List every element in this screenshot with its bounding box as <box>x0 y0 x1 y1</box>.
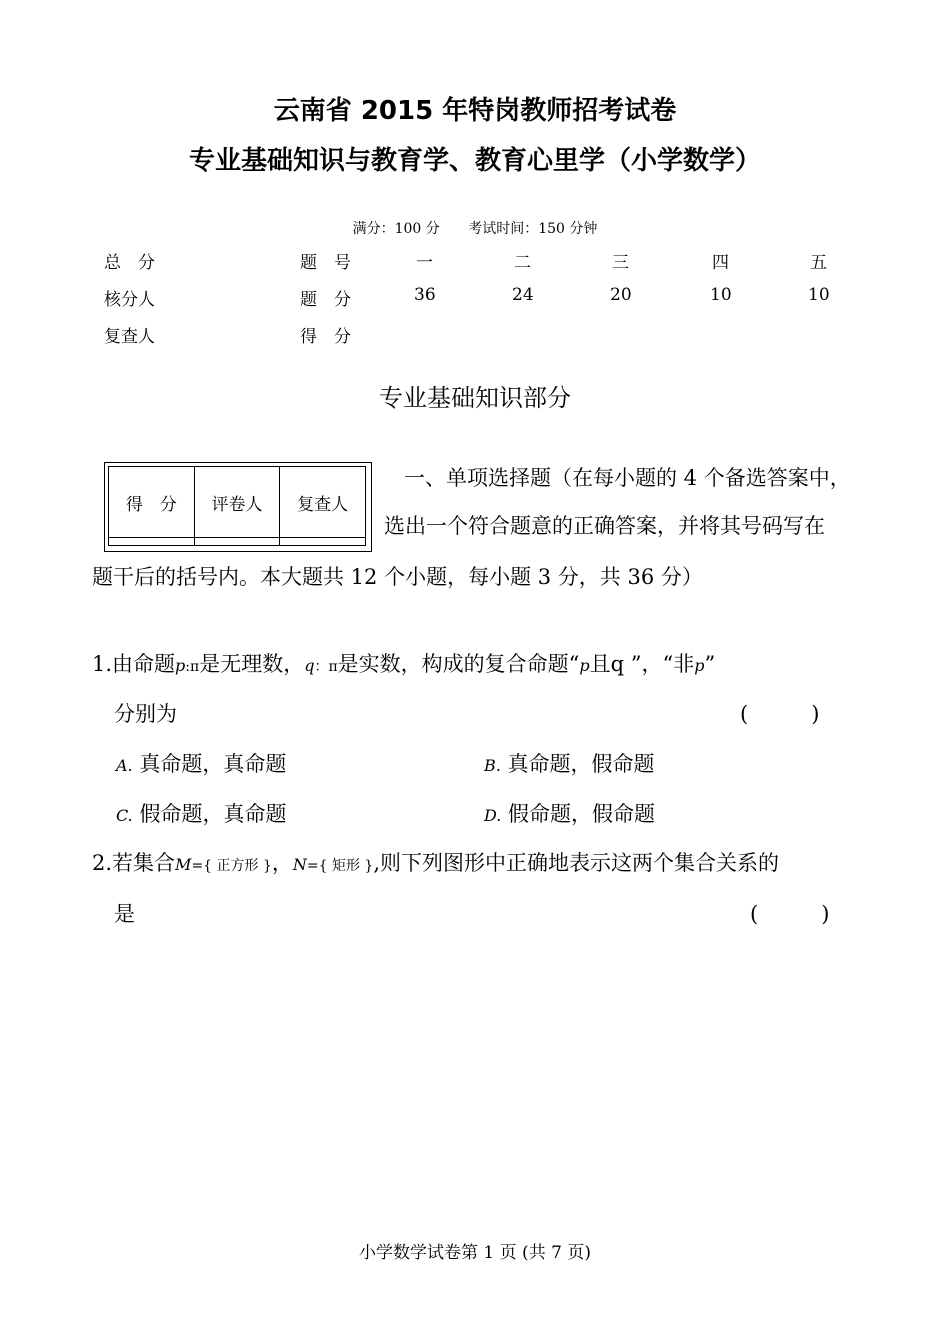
grader-header: 得 分 <box>109 467 195 538</box>
score-cell: 题 分 <box>300 290 351 310</box>
math-var: N <box>292 855 307 874</box>
math-var: π <box>190 659 200 675</box>
math-var: M <box>175 855 192 874</box>
option-text: 假命题，假命题 <box>508 802 656 826</box>
section-title: 专业基础知识部分 <box>379 384 571 412</box>
q-text: ,则下列图形中正确地表示这两个集合关系的 <box>373 851 780 875</box>
math-set: ={ 正方形 } <box>191 858 272 874</box>
question-number: 2. <box>92 851 113 875</box>
part1-heading: 一、单项选择题（在每小题的 4 个备选答案中， <box>404 466 851 490</box>
part1-text: 选出一个符合题意的正确答案，并将其号码写在 <box>384 514 825 538</box>
exam-subtitle: 专业基础知识与教育学、教育心里学（小学数学） <box>188 146 761 176</box>
q-text: ， <box>271 851 293 875</box>
exam-title: 云南省 2015 年特岗教师招考试卷 <box>273 96 677 126</box>
part1-text: 题干后的括号内。本大题共 12 个小题，每小题 3 分，共 36 分） <box>92 565 703 589</box>
score-cell: 核分人 <box>104 290 155 310</box>
question-2 <box>92 847 779 877</box>
score-cell: 36 <box>414 285 436 305</box>
score-cell: 10 <box>710 285 732 305</box>
exam-time: 考试时间：150 分钟 <box>468 221 598 237</box>
page-footer: 小学数学试卷第 1 页 (共 7 页) <box>359 1243 591 1263</box>
q-text: 是无理数， <box>199 652 305 676</box>
grader-header: 复查人 <box>280 467 366 538</box>
math-var: p <box>579 656 590 675</box>
score-cell: 四 <box>712 253 729 273</box>
score-cell: 题 号 <box>300 253 351 273</box>
question-1-cont: 分别为 <box>114 702 177 726</box>
option-text: 真命题，真命题 <box>139 752 287 776</box>
option-a <box>116 748 286 778</box>
math-var: p <box>694 656 705 675</box>
option-label: B. <box>484 756 501 775</box>
option-b <box>484 748 655 778</box>
score-cell: 复查人 <box>104 327 155 347</box>
option-label: C. <box>116 806 133 825</box>
answer-bracket: ( ) <box>740 702 820 726</box>
question-number: 1. <box>92 652 113 676</box>
q-text: 若集合 <box>112 851 176 875</box>
math-set: ={ 矩形 } <box>306 858 374 874</box>
math-var: π <box>328 659 338 675</box>
grader-box <box>104 462 372 552</box>
math-var: q <box>304 656 315 675</box>
q-text: 由命题 <box>112 652 176 676</box>
grader-cell <box>109 538 195 546</box>
q-text: ： <box>314 659 329 675</box>
score-cell: 一 <box>416 253 433 273</box>
exam-meta <box>0 218 950 238</box>
q-text: : <box>185 659 191 675</box>
math-var: p <box>175 656 186 675</box>
option-label: D. <box>484 806 502 825</box>
question-2-cont: 是 <box>114 902 135 926</box>
full-score: 满分：100 分 <box>352 221 440 237</box>
score-cell: 得 分 <box>300 327 351 347</box>
answer-bracket: ( ) <box>750 902 830 926</box>
q-text: ，“非 <box>641 652 695 676</box>
score-cell: 三 <box>612 253 629 273</box>
option-text: 假命题，真命题 <box>139 802 287 826</box>
question-1 <box>92 648 715 678</box>
option-c <box>116 798 286 828</box>
score-cell: 24 <box>512 285 534 305</box>
grader-cell <box>280 538 366 546</box>
grader-header: 评卷人 <box>194 467 280 538</box>
score-cell: 二 <box>514 253 531 273</box>
score-cell: 10 <box>808 285 830 305</box>
score-cell: 20 <box>610 285 632 305</box>
score-cell: 五 <box>810 253 827 273</box>
q-text: 是实数，构成的复合命题“ <box>337 652 580 676</box>
option-d <box>484 798 655 828</box>
q-text: 且q ” <box>589 652 642 676</box>
option-label: A. <box>116 756 133 775</box>
grader-cell <box>194 538 280 546</box>
option-text: 真命题，假命题 <box>507 752 655 776</box>
q-text: ” <box>704 652 716 676</box>
score-cell: 总 分 <box>104 253 155 273</box>
